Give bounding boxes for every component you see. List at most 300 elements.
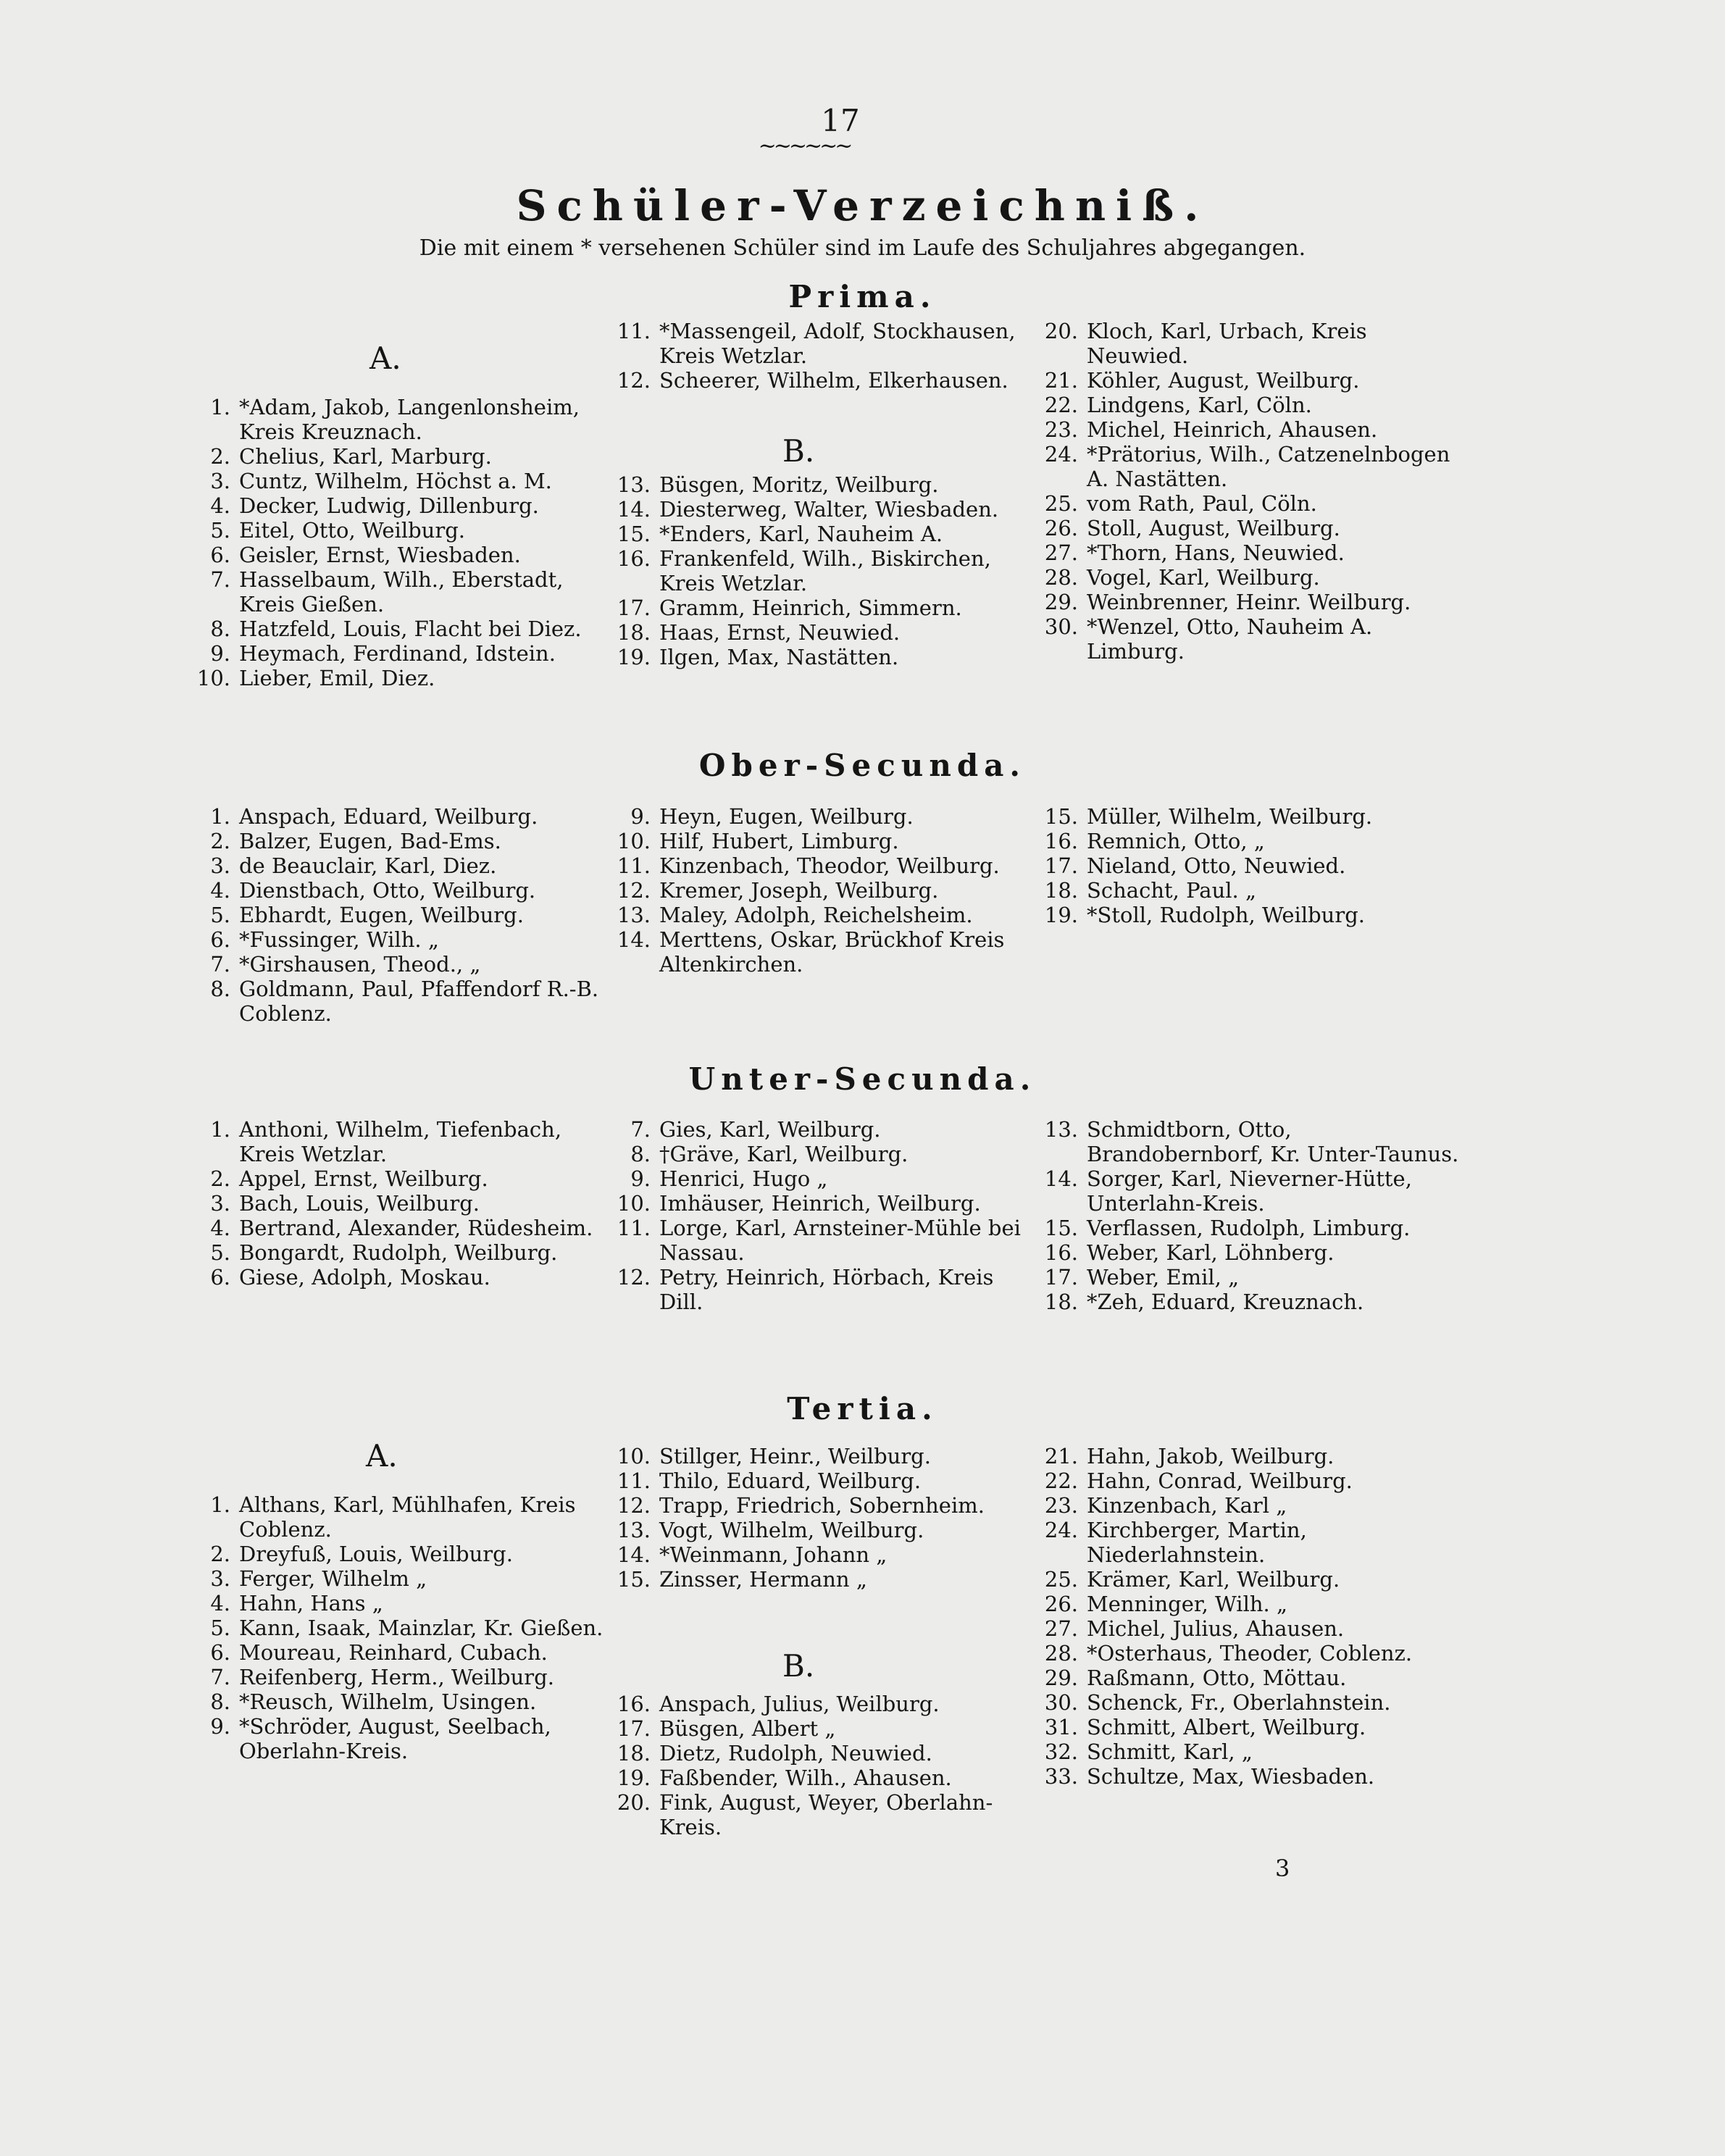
entry-text: Menninger, Wilh. „ [1087,1592,1287,1616]
student-entry [181,1166,616,1191]
entry-number: 32. [1044,1739,1078,1764]
entry-number: 11. [617,1216,651,1240]
student-entry [1029,1690,1463,1715]
entry-text: Anspach, Julius, Weilburg. [659,1692,940,1716]
entry-text: Anspach, Eduard, Weilburg. [239,804,538,829]
student-entry [1029,1117,1463,1166]
entry-text: vom Rath, Paul, Cöln. [1087,491,1317,516]
student-entry [601,1191,1036,1216]
entry-number: 15. [1044,1216,1078,1240]
student-entry [601,804,1036,829]
student-entry [1029,1616,1463,1641]
student-entry [601,1790,1036,1839]
entry-number: 1. [210,804,230,829]
student-entry [1029,1567,1463,1592]
entry-text: *Adam, Jakob, Langenlonsheim, Kreis Kreuznach. [239,395,580,444]
entry-number: 6. [210,543,230,567]
entry-text: Petry, Heinrich, Hörbach, Kreis Dill. [659,1265,994,1314]
student-entry [181,1616,616,1640]
entry-number: 12. [617,878,651,903]
entry-number: 7. [210,567,230,592]
student-entry [1029,1641,1463,1666]
entry-number: 17. [617,596,651,620]
entry-number: 26. [1044,516,1078,540]
entry-number: 28. [1044,1641,1078,1666]
page-subtitle: Die mit einem * versehenen Schüler sind im Laufe des Schuljahres abgegangen. [419,235,1306,261]
entry-text: Büsgen, Albert „ [659,1716,836,1741]
entry-number: 16. [617,1692,651,1716]
entry-number: 17. [1044,1265,1078,1290]
entry-text: Balzer, Eugen, Bad-Ems. [239,829,501,853]
entry-number: 24. [1044,442,1078,467]
entry-text: Imhäuser, Heinrich, Weilburg. [659,1191,981,1216]
entry-number: 12. [617,1493,651,1518]
entry-text: Dietz, Rudolph, Neuwied. [659,1741,932,1766]
entry-number: 21. [1044,1444,1078,1468]
entry-text: Anthoni, Wilhelm, Tiefenbach, Kreis Wetzlar. [239,1117,562,1166]
entry-text: Reifenberg, Herm., Weilburg. [239,1665,554,1689]
entry-number: 14. [617,497,651,522]
student-entry [601,1468,1036,1493]
entry-text: Haas, Ernst, Neuwied. [659,620,901,645]
entry-number: 5. [210,518,230,543]
student-entry [1029,804,1463,829]
student-entry [1029,442,1463,491]
student-entry [601,319,1036,368]
entry-text: Heyn, Eugen, Weilburg. [659,804,914,829]
student-entry [601,903,1036,927]
entry-text: Stoll, August, Weilburg. [1087,516,1340,540]
student-entry [601,853,1036,878]
entry-text: Ilgen, Max, Nastätten. [659,645,899,669]
tertia-column-2b [601,1692,1036,1839]
student-entry [601,878,1036,903]
entry-number: 30. [1044,1690,1078,1715]
ober-secunda-column-3 [1029,804,1463,927]
entry-text: †Gräve, Karl, Weilburg. [659,1142,909,1166]
entry-text: Schultze, Max, Wiesbaden. [1087,1764,1375,1789]
entry-text: Kinzenbach, Theodor, Weilburg. [659,853,1000,878]
entry-text: Stillger, Heinr., Weilburg. [659,1444,931,1468]
student-entry [181,1689,616,1714]
student-entry [181,469,616,493]
unter-secunda-column-3 [1029,1117,1463,1314]
entry-number: 8. [210,617,230,641]
entry-number: 7. [630,1117,651,1142]
entry-text: *Thorn, Hans, Neuwied. [1087,540,1345,565]
section-title-tertia: Tertia. [787,1391,938,1426]
student-entry [181,1240,616,1265]
entry-text: Dreyfuß, Louis, Weilburg. [239,1542,513,1566]
entry-text: Althans, Karl, Mühlhafen, Kreis Coblenz. [239,1492,576,1542]
entry-text: Ebhardt, Eugen, Weilburg. [239,903,524,927]
student-entry [601,497,1036,522]
ornament-rule: ~~~~~~ [758,133,851,159]
entry-number: 5. [210,1240,230,1265]
student-entry [601,1692,1036,1716]
student-entry [181,1492,616,1542]
prima-head-a: A. [369,340,401,376]
student-entry [1029,1265,1463,1290]
entry-text: *Massengeil, Adolf, Stockhausen, Kreis Wetzlar. [659,319,1016,368]
entry-number: 31. [1044,1715,1078,1739]
entry-number: 18. [617,1741,651,1766]
student-entry [601,522,1036,546]
student-entry [601,1166,1036,1191]
entry-text: Geisler, Ernst, Wiesbaden. [239,543,521,567]
entry-number: 10. [617,1191,651,1216]
entry-text: Faßbender, Wilh., Ahausen. [659,1766,952,1790]
entry-number: 3. [210,1191,230,1216]
student-entry [181,1191,616,1216]
entry-text: Gramm, Heinrich, Simmern. [659,596,962,620]
student-entry [601,645,1036,669]
entry-number: 29. [1044,1666,1078,1690]
entry-text: Dienstbach, Otto, Weilburg. [239,878,536,903]
prima-column-3 [1029,319,1463,664]
entry-text: Gies, Karl, Weilburg. [659,1117,881,1142]
entry-text: Sorger, Karl, Nieverner-Hütte, Unterlahn-Kreis. [1087,1166,1412,1216]
entry-text: Lindgens, Karl, Cöln. [1087,393,1312,417]
student-entry [1029,878,1463,903]
entry-text: Cuntz, Wilhelm, Höchst a. M. [239,469,552,493]
entry-text: Hatzfeld, Louis, Flacht bei Diez. [239,617,582,641]
student-entry [1029,1240,1463,1265]
tertia-column-2a [601,1444,1036,1592]
entry-text: Heymach, Ferdinand, Idstein. [239,641,556,666]
sheet-number: 3 [1275,1855,1290,1882]
student-entry [1029,1290,1463,1314]
student-entry [1029,1666,1463,1690]
student-entry [1029,903,1463,927]
entry-number: 16. [1044,1240,1078,1265]
entry-text: de Beauclair, Karl, Diez. [239,853,497,878]
entry-text: Merttens, Oskar, Brückhof Kreis Altenkirchen. [659,927,1005,977]
entry-text: Krämer, Karl, Weilburg. [1087,1567,1340,1592]
entry-text: *Fussinger, Wilh. „ [239,927,439,952]
entry-text: Remnich, Otto, „ [1087,829,1265,853]
entry-number: 19. [1044,903,1078,927]
entry-number: 6. [210,1265,230,1290]
student-entry [601,1216,1036,1265]
student-entry [181,804,616,829]
entry-text: *Zeh, Eduard, Kreuznach. [1087,1290,1364,1314]
entry-number: 13. [617,472,651,497]
entry-text: Kloch, Karl, Urbach, Kreis Neuwied. [1087,319,1367,368]
entry-text: *Reusch, Wilhelm, Usingen. [239,1689,537,1714]
student-entry [181,666,616,690]
entry-number: 10. [617,1444,651,1468]
student-entry [601,1142,1036,1166]
student-entry [1029,1166,1463,1216]
entry-text: Trapp, Friedrich, Sobernheim. [659,1493,985,1518]
student-entry [181,853,616,878]
student-entry [1029,368,1463,393]
student-entry [601,1265,1036,1314]
student-entry [181,543,616,567]
prima-head-b: B. [782,433,815,469]
entry-number: 9. [630,1166,651,1191]
entry-number: 28. [1044,565,1078,590]
entry-number: 8. [630,1142,651,1166]
entry-number: 4. [210,1216,230,1240]
entry-number: 16. [617,546,651,571]
entry-number: 6. [210,927,230,952]
entry-number: 22. [1044,393,1078,417]
student-entry [181,1542,616,1566]
entry-text: Kirchberger, Martin, Niederlahnstein. [1087,1518,1307,1567]
entry-number: 1. [210,1492,230,1517]
entry-number: 15. [617,522,651,546]
entry-text: *Wenzel, Otto, Nauheim A. Limburg. [1087,614,1373,664]
entry-text: Bach, Louis, Weilburg. [239,1191,480,1216]
entry-number: 20. [617,1790,651,1815]
student-entry [181,829,616,853]
entry-number: 18. [1044,878,1078,903]
entry-text: Vogel, Karl, Weilburg. [1087,565,1320,590]
student-entry [1029,1764,1463,1789]
entry-number: 2. [210,829,230,853]
entry-text: Decker, Ludwig, Dillenburg. [239,493,539,518]
entry-number: 22. [1044,1468,1078,1493]
entry-number: 9. [210,641,230,666]
student-entry [1029,1715,1463,1739]
student-entry [181,567,616,617]
entry-text: *Enders, Karl, Nauheim A. [659,522,943,546]
student-entry [1029,1739,1463,1764]
student-entry [601,1567,1036,1592]
entry-number: 7. [210,952,230,977]
entry-number: 30. [1044,614,1078,639]
student-entry [1029,393,1463,417]
unter-secunda-column-2 [601,1117,1036,1314]
entry-number: 18. [1044,1290,1078,1314]
student-entry [1029,590,1463,614]
entry-text: Schmitt, Karl, „ [1087,1739,1253,1764]
student-entry [601,546,1036,596]
entry-number: 15. [617,1567,651,1592]
tertia-column-1 [181,1492,616,1763]
entry-number: 6. [210,1640,230,1665]
student-entry [181,395,616,444]
student-entry [601,1542,1036,1567]
entry-text: *Schröder, August, Seelbach, Oberlahn-Kreis. [239,1714,551,1763]
entry-number: 7. [210,1665,230,1689]
entry-number: 23. [1044,417,1078,442]
student-entry [181,444,616,469]
entry-number: 2. [210,1166,230,1191]
student-entry [1029,417,1463,442]
prima-column-1 [181,395,616,690]
entry-number: 4. [210,493,230,518]
student-entry [601,1444,1036,1468]
entry-number: 24. [1044,1518,1078,1542]
entry-text: Lorge, Karl, Arnsteiner-Mühle bei Nassau. [659,1216,1021,1265]
tertia-head-a: A. [366,1438,398,1474]
entry-text: Ferger, Wilhelm „ [239,1566,427,1591]
student-entry [1029,516,1463,540]
student-entry [601,1716,1036,1741]
entry-number: 25. [1044,491,1078,516]
page-title: Schüler-Verzeichniß. [516,181,1209,230]
student-entry [1029,1216,1463,1240]
entry-text: Appel, Ernst, Weilburg. [239,1166,488,1191]
entry-number: 20. [1044,319,1078,343]
entry-text: Schenck, Fr., Oberlahnstein. [1087,1690,1391,1715]
student-entry [1029,1493,1463,1518]
entry-text: Michel, Heinrich, Ahausen. [1087,417,1378,442]
entry-number: 14. [617,1542,651,1567]
entry-number: 19. [617,1766,651,1790]
entry-text: *Prätorius, Wilh., Catzenelnbogen A. Nastätten. [1087,442,1450,491]
student-entry [181,903,616,927]
entry-number: 13. [617,903,651,927]
entry-number: 4. [210,1591,230,1616]
entry-number: 9. [630,804,651,829]
entry-text: Fink, August, Weyer, Oberlahn-Kreis. [659,1790,993,1839]
student-entry [1029,565,1463,590]
student-entry [601,620,1036,645]
entry-number: 13. [617,1518,651,1542]
student-entry [181,952,616,977]
page-number: 17 [821,103,860,138]
entry-number: 21. [1044,368,1078,393]
section-title-ober-secunda: Ober-Secunda. [698,748,1027,783]
entry-text: Müller, Wilhelm, Weilburg. [1087,804,1373,829]
entry-text: Hahn, Hans „ [239,1591,383,1616]
entry-number: 1. [210,1117,230,1142]
entry-number: 17. [1044,853,1078,878]
entry-text: Frankenfeld, Wilh., Biskirchen, Kreis Wetzlar. [659,546,991,596]
entry-number: 3. [210,1566,230,1591]
entry-number: 18. [617,620,651,645]
entry-text: Hahn, Conrad, Weilburg. [1087,1468,1353,1493]
student-entry [601,1741,1036,1766]
entry-number: 10. [196,666,230,690]
student-entry [181,1566,616,1591]
entry-text: *Osterhaus, Theoder, Coblenz. [1087,1641,1413,1666]
student-entry [601,829,1036,853]
student-entry [1029,853,1463,878]
ober-secunda-column-2 [601,804,1036,977]
entry-text: Hilf, Hubert, Limburg. [659,829,899,853]
entry-text: Kremer, Joseph, Weilburg. [659,878,939,903]
prima-column-2a [601,319,1036,393]
entry-number: 27. [1044,1616,1078,1641]
entry-text: *Weinmann, Johann „ [659,1542,887,1567]
entry-number: 26. [1044,1592,1078,1616]
entry-text: Bongardt, Rudolph, Weilburg. [239,1240,558,1265]
entry-text: Kinzenbach, Karl „ [1087,1493,1287,1518]
entry-number: 23. [1044,1493,1078,1518]
entry-text: Hasselbaum, Wilh., Eberstadt, Kreis Gießen. [239,567,564,617]
entry-number: 27. [1044,540,1078,565]
student-entry [181,518,616,543]
entry-number: 11. [617,319,651,343]
student-entry [1029,1444,1463,1468]
student-entry [181,1714,616,1763]
student-entry [601,1518,1036,1542]
student-entry [1029,1592,1463,1616]
tertia-column-3 [1029,1444,1463,1789]
entry-text: Giese, Adolph, Moskau. [239,1265,490,1290]
section-title-unter-secunda: Unter-Secunda. [688,1061,1037,1097]
entry-number: 5. [210,903,230,927]
entry-number: 5. [210,1616,230,1640]
entry-text: Goldmann, Paul, Pfaffendorf R.-B. Coblenz. [239,977,599,1026]
entry-number: 8. [210,1689,230,1714]
student-entry [1029,1468,1463,1493]
student-entry [1029,829,1463,853]
entry-text: Maley, Adolph, Reichelsheim. [659,903,973,927]
entry-text: Schacht, Paul. „ [1087,878,1256,903]
entry-text: Weber, Emil, „ [1087,1265,1240,1290]
entry-text: Raßmann, Otto, Möttau. [1087,1666,1347,1690]
student-entry [601,472,1036,497]
ober-secunda-column-1 [181,804,616,1026]
student-entry [181,641,616,666]
entry-text: Schmidtborn, Otto, Brandobernborf, Kr. Unter-Taunus. [1087,1117,1459,1166]
entry-text: Michel, Julius, Ahausen. [1087,1616,1345,1641]
entry-number: 4. [210,878,230,903]
entry-number: 11. [617,1468,651,1493]
student-entry [601,927,1036,977]
student-entry [1029,614,1463,664]
student-entry [181,878,616,903]
entry-number: 1. [210,395,230,419]
entry-number: 3. [210,469,230,493]
entry-text: Schmitt, Albert, Weilburg. [1087,1715,1366,1739]
entry-text: Diesterweg, Walter, Wiesbaden. [659,497,999,522]
student-entry [1029,319,1463,368]
prima-column-2b [601,472,1036,669]
entry-number: 33. [1044,1764,1078,1789]
student-entry [181,1117,616,1166]
entry-text: Köhler, August, Weilburg. [1087,368,1360,393]
entry-number: 29. [1044,590,1078,614]
entry-text: Verflassen, Rudolph, Limburg. [1087,1216,1411,1240]
entry-number: 15. [1044,804,1078,829]
unter-secunda-column-1 [181,1117,616,1290]
entry-text: Eitel, Otto, Weilburg. [239,518,465,543]
entry-text: *Girshausen, Theod., „ [239,952,481,977]
student-entry [181,977,616,1026]
student-entry [181,927,616,952]
entry-text: Moureau, Reinhard, Cubach. [239,1640,548,1665]
entry-number: 3. [210,853,230,878]
entry-number: 13. [1044,1117,1078,1142]
student-entry [181,617,616,641]
entry-text: Henrici, Hugo „ [659,1166,828,1191]
entry-number: 9. [210,1714,230,1739]
entry-text: Büsgen, Moritz, Weilburg. [659,472,939,497]
student-entry [1029,1518,1463,1567]
entry-text: Vogt, Wilhelm, Weilburg. [659,1518,924,1542]
student-entry [601,1766,1036,1790]
entry-number: 14. [617,927,651,952]
entry-text: *Stoll, Rudolph, Weilburg. [1087,903,1365,927]
student-entry [181,1216,616,1240]
entry-number: 12. [617,1265,651,1290]
entry-text: Thilo, Eduard, Weilburg. [659,1468,922,1493]
entry-number: 2. [210,444,230,469]
student-entry [1029,491,1463,516]
student-entry [1029,540,1463,565]
entry-number: 12. [617,368,651,393]
section-title-prima: Prima. [788,279,937,314]
entry-number: 25. [1044,1567,1078,1592]
entry-text: Lieber, Emil, Diez. [239,666,435,690]
